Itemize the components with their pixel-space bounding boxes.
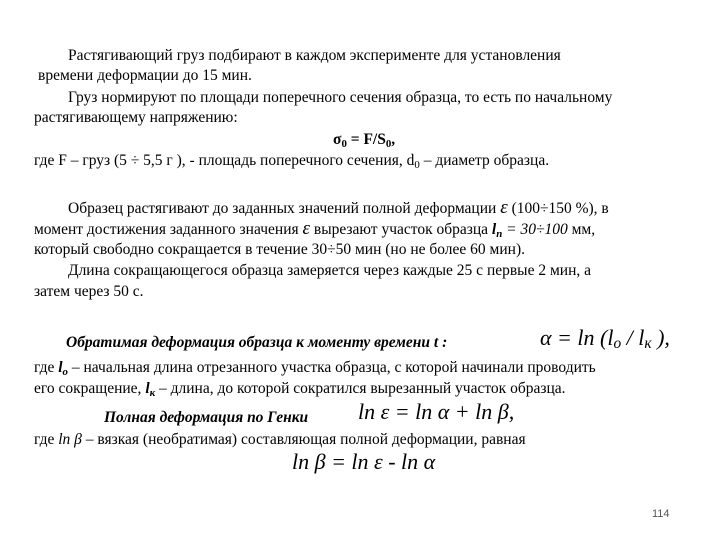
viscous-var: ln β [58, 431, 82, 448]
where-line-3 [34, 430, 526, 450]
p3-l2-text-b: вырезают участок образца [310, 221, 492, 238]
stress-formula-tail: , [391, 131, 396, 148]
where-1-text-a: где F – груз (5 ÷ 5,5 г ), - площадь поперечного сечения, d [34, 152, 415, 169]
segment-length-unit: мм, [567, 221, 596, 238]
stress-rhs: = F/S [346, 131, 386, 148]
final-length-subscript: к [149, 387, 156, 399]
alpha-formula-a: α = ln (l [540, 325, 614, 350]
p3-l1-text-b: (100÷150 %), в [507, 200, 609, 217]
alpha-formula-sub-1: o [613, 335, 622, 352]
paragraph-2-line-2: растягивающему напряжению: [34, 109, 238, 126]
paragraph-2-line-1: Груз нормируют по площади поперечного сечения образца, то есть по начальному [68, 89, 613, 106]
where-line-1 [34, 151, 549, 175]
epsilon-symbol: ε [500, 197, 508, 218]
alpha-formula-b: / l [621, 325, 645, 350]
stress-symbol: σ [333, 131, 342, 148]
paragraph-3-line-1 [68, 198, 609, 219]
segment-length-subscript: п [496, 228, 503, 240]
where-3-prefix: где [34, 431, 59, 448]
reversible-deformation-formula [540, 325, 670, 354]
where-2b-text: – длина, до которой сократился вырезанный участок образца. [155, 380, 566, 397]
alpha-formula-sub-2: к [644, 335, 652, 352]
full-deformation-label: Полная деформация по Генки [104, 409, 309, 426]
paragraph-1-line-1: Растягивающий груз подбирают в каждом эксперименте для установления [68, 47, 561, 64]
paragraph-3-line-5: затем через 50 с. [34, 283, 144, 300]
full-deformation-formula: ln ε = ln α + ln β, [358, 399, 515, 424]
initial-length-subscript: o [62, 366, 68, 378]
diameter-subscript: 0 [414, 159, 420, 171]
epsilon-symbol-2: ε [302, 218, 310, 239]
paragraph-3-line-3: который свободно сокращается в течение 30÷50 мин (но не более 60 мин). [34, 241, 525, 258]
where-3-text: – вязкая (необратимая) составляющая полной деформации, равная [81, 431, 526, 448]
alpha-formula-c: ), [651, 325, 670, 350]
reversible-deformation-label: Обратимая деформация образца к моменту времени t : [66, 334, 448, 351]
paragraph-3-line-4: Длина сокращающегося образца замеряется через каждые 25 с первые 2 мин, а [68, 262, 592, 279]
p3-l2-text-a: момент достижения заданного значения [34, 221, 303, 238]
final-length-var: l [145, 380, 150, 397]
where-1-text-b: – диаметр образца. [419, 152, 550, 169]
where-2b-prefix: его сокращение, [34, 380, 146, 397]
p3-l1-text-a: Образец растягивают до заданных значений полной деформации [68, 200, 501, 217]
stress-subscript: 0 [341, 138, 347, 150]
segment-length-var: l [491, 221, 497, 238]
where-2a-text: – начальная длина отрезанного участка образца, с которой начинали проводить [67, 359, 596, 376]
paragraph-1-line-2: времени деформации до 15 мин. [38, 67, 252, 84]
initial-length-var: l [58, 359, 63, 376]
segment-length-range: = 30÷100 [502, 221, 568, 238]
page-number: 114 [652, 508, 670, 520]
area-subscript: 0 [385, 138, 392, 150]
where-2a-prefix: где [34, 359, 59, 376]
viscous-deformation-formula: ln β = ln ε - ln α [292, 449, 436, 474]
